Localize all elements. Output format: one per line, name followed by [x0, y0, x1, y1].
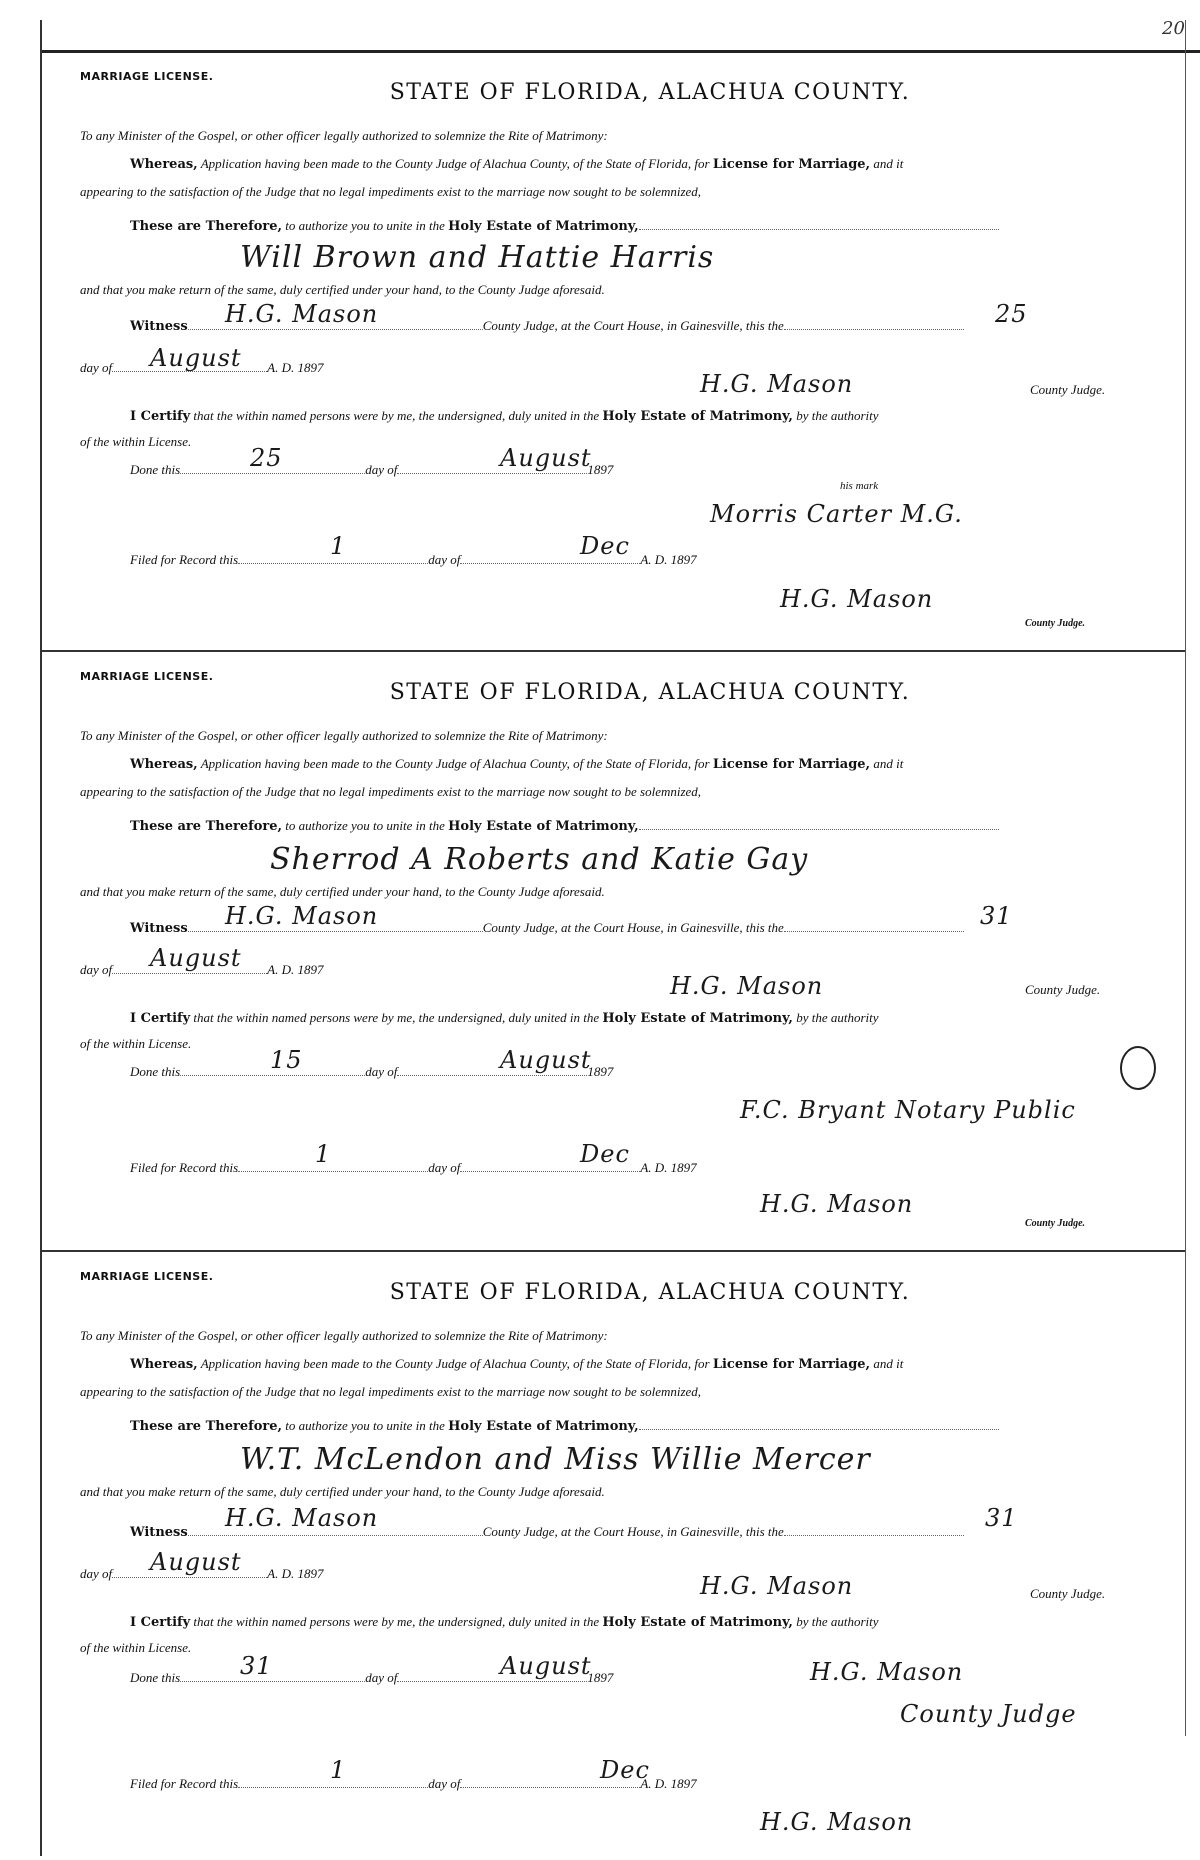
witness-line: Witness County Judge, at the Court House, in Gainesville, this the: [130, 920, 964, 936]
done-month: August: [500, 1652, 592, 1680]
officiant-signature: Morris Carter M.G.: [710, 500, 963, 528]
filed-day: 1: [330, 1756, 347, 1784]
done-day: 31: [240, 1652, 273, 1680]
license-title: STATE OF FLORIDA, ALACHUA COUNTY.: [389, 80, 911, 105]
appearing-line: appearing to the satisfaction of the Judge that no legal impediments exist to the marriage now sought to be solemnized,: [80, 1384, 702, 1399]
marriage-license-1: [60, 60, 1180, 660]
county-judge-label: County Judge.: [1030, 1586, 1106, 1601]
make-return-line: and that you make return of the same, duly certified under your hand, to the County Judge aforesaid.: [80, 282, 605, 297]
judge-signature: H.G. Mason: [670, 972, 824, 1000]
couple-names: Will Brown and Hattie Harris: [240, 240, 715, 275]
page-number: 20: [1162, 18, 1185, 39]
within-license: of the within License.: [80, 434, 192, 449]
filed-line: Filed for Record this day of A. D. 1897: [130, 1776, 697, 1791]
judge-signature: H.G. Mason: [700, 1572, 854, 1600]
page-top-rule: [40, 50, 1200, 53]
done-this-line: Done this day of 1897: [130, 462, 614, 477]
officiant-note: County Judge: [900, 1700, 1077, 1728]
county-judge-label: County Judge.: [1030, 382, 1106, 397]
witness-signature: H.G. Mason: [225, 902, 379, 930]
officiant-signature: H.G. Mason: [810, 1658, 964, 1686]
done-this-line: Done this day of 1897: [130, 1670, 614, 1685]
these-are-line: These are Therefore, to authorize you to unite in the Holy Estate of Matrimony,: [130, 218, 999, 234]
certify-line: I Certify that the within named persons were by me, the undersigned, duly united in the Holy Estate of Matrimony, by the authority: [130, 408, 879, 424]
county-judge-small: County Judge.: [1025, 1218, 1086, 1229]
filed-line: Filed for Record this day of A. D. 1897: [130, 552, 697, 567]
filed-month: Dec: [580, 532, 630, 560]
filed-day: 1: [315, 1140, 332, 1168]
issue-month: August: [150, 344, 242, 372]
filed-month: Dec: [580, 1140, 630, 1168]
issue-day: 31: [985, 1504, 1018, 1532]
done-month: August: [500, 444, 592, 472]
done-day: 25: [250, 444, 283, 472]
day-of-line: day of A. D. 1897: [80, 1566, 324, 1581]
day-of-line: day of A. D. 1897: [80, 360, 324, 375]
filed-day: 1: [330, 532, 347, 560]
done-this-line: Done this day of 1897: [130, 1064, 614, 1079]
appearing-line: appearing to the satisfaction of the Judge that no legal impediments exist to the marriage now sought to be solemnized,: [80, 784, 702, 799]
filed-line: Filed for Record this day of A. D. 1897: [130, 1160, 697, 1175]
whereas-line: Whereas, Application having been made to the County Judge of Alachua County, of the State of Florida, for License for Marriage, and it: [130, 1356, 904, 1372]
issue-month: August: [150, 944, 242, 972]
done-month: August: [500, 1046, 592, 1074]
these-are-line: These are Therefore, to authorize you to unite in the Holy Estate of Matrimony,: [130, 818, 999, 834]
county-judge-label: County Judge.: [1025, 982, 1101, 997]
within-license: of the within License.: [80, 1640, 192, 1655]
make-return-line: and that you make return of the same, duly certified under your hand, to the County Judge aforesaid.: [80, 884, 605, 899]
whereas-word: Whereas,: [130, 157, 198, 172]
appearing-line: appearing to the satisfaction of the Judge that no legal impediments exist to the marriage now sought to be solemnized,: [80, 184, 702, 199]
make-return-line: and that you make return of the same, duly certified under your hand, to the County Judge aforesaid.: [80, 1484, 605, 1499]
to-any-minister: To any Minister of the Gospel, or other officer legally authorized to solemnize the Rite of Matrimony:: [80, 128, 608, 143]
whereas-line: Whereas, Application having been made to the County Judge of Alachua County, of the State of Florida, for License for Marriage, and it: [130, 156, 904, 172]
certify-line: I Certify that the within named persons were by me, the undersigned, duly united in the Holy Estate of Matrimony, by the authority: [130, 1010, 879, 1026]
couple-names: W.T. McLendon and Miss Willie Mercer: [240, 1442, 871, 1477]
filed-month: Dec: [600, 1756, 650, 1784]
marriage-license-3: [60, 1260, 1180, 1860]
witness-line: Witness County Judge, at the Court House, in Gainesville, this the: [130, 1524, 964, 1540]
certify-line: I Certify that the within named persons were by me, the undersigned, duly united in the Holy Estate of Matrimony, by the authority: [130, 1614, 879, 1630]
filed-signature: H.G. Mason: [780, 585, 934, 613]
license-title: STATE OF FLORIDA, ALACHUA COUNTY.: [389, 1280, 911, 1305]
license-divider-2: [40, 1250, 1185, 1252]
couple-names: Sherrod A Roberts and Katie Gay: [270, 842, 809, 877]
issue-day: 31: [980, 902, 1013, 930]
page-left-rule: [40, 20, 42, 1856]
license-divider-1: [40, 650, 1185, 652]
filed-signature: H.G. Mason: [760, 1808, 914, 1836]
license-label: MARRIAGE LICENSE.: [80, 70, 214, 83]
witness-line: Witness County Judge, at the Court House, in Gainesville, this the: [130, 318, 964, 334]
officiant-note: his mark: [840, 480, 879, 492]
within-license: of the within License.: [80, 1036, 192, 1051]
county-judge-small: County Judge.: [1025, 618, 1086, 629]
judge-signature: H.G. Mason: [700, 370, 854, 398]
license-label: MARRIAGE LICENSE.: [80, 670, 214, 683]
issue-month: August: [150, 1548, 242, 1576]
day-of-line: day of A. D. 1897: [80, 962, 324, 977]
to-any-minister: To any Minister of the Gospel, or other officer legally authorized to solemnize the Rite of Matrimony:: [80, 1328, 608, 1343]
page-right-rule: [1185, 20, 1186, 1736]
whereas-line: Whereas, Application having been made to the County Judge of Alachua County, of the State of Florida, for License for Marriage, and it: [130, 756, 904, 772]
marriage-license-2: [60, 660, 1180, 1260]
officiant-signature: F.C. Bryant Notary Public: [740, 1096, 1076, 1124]
notary-seal-icon: [1120, 1046, 1156, 1090]
issue-day: 25: [995, 300, 1028, 328]
license-label: MARRIAGE LICENSE.: [80, 1270, 214, 1283]
license-title: STATE OF FLORIDA, ALACHUA COUNTY.: [389, 680, 911, 705]
filed-signature: H.G. Mason: [760, 1190, 914, 1218]
done-day: 15: [270, 1046, 303, 1074]
these-are-line: These are Therefore, to authorize you to unite in the Holy Estate of Matrimony,: [130, 1418, 999, 1434]
to-any-minister: To any Minister of the Gospel, or other officer legally authorized to solemnize the Rite of Matrimony:: [80, 728, 608, 743]
witness-signature: H.G. Mason: [225, 300, 379, 328]
witness-signature: H.G. Mason: [225, 1504, 379, 1532]
